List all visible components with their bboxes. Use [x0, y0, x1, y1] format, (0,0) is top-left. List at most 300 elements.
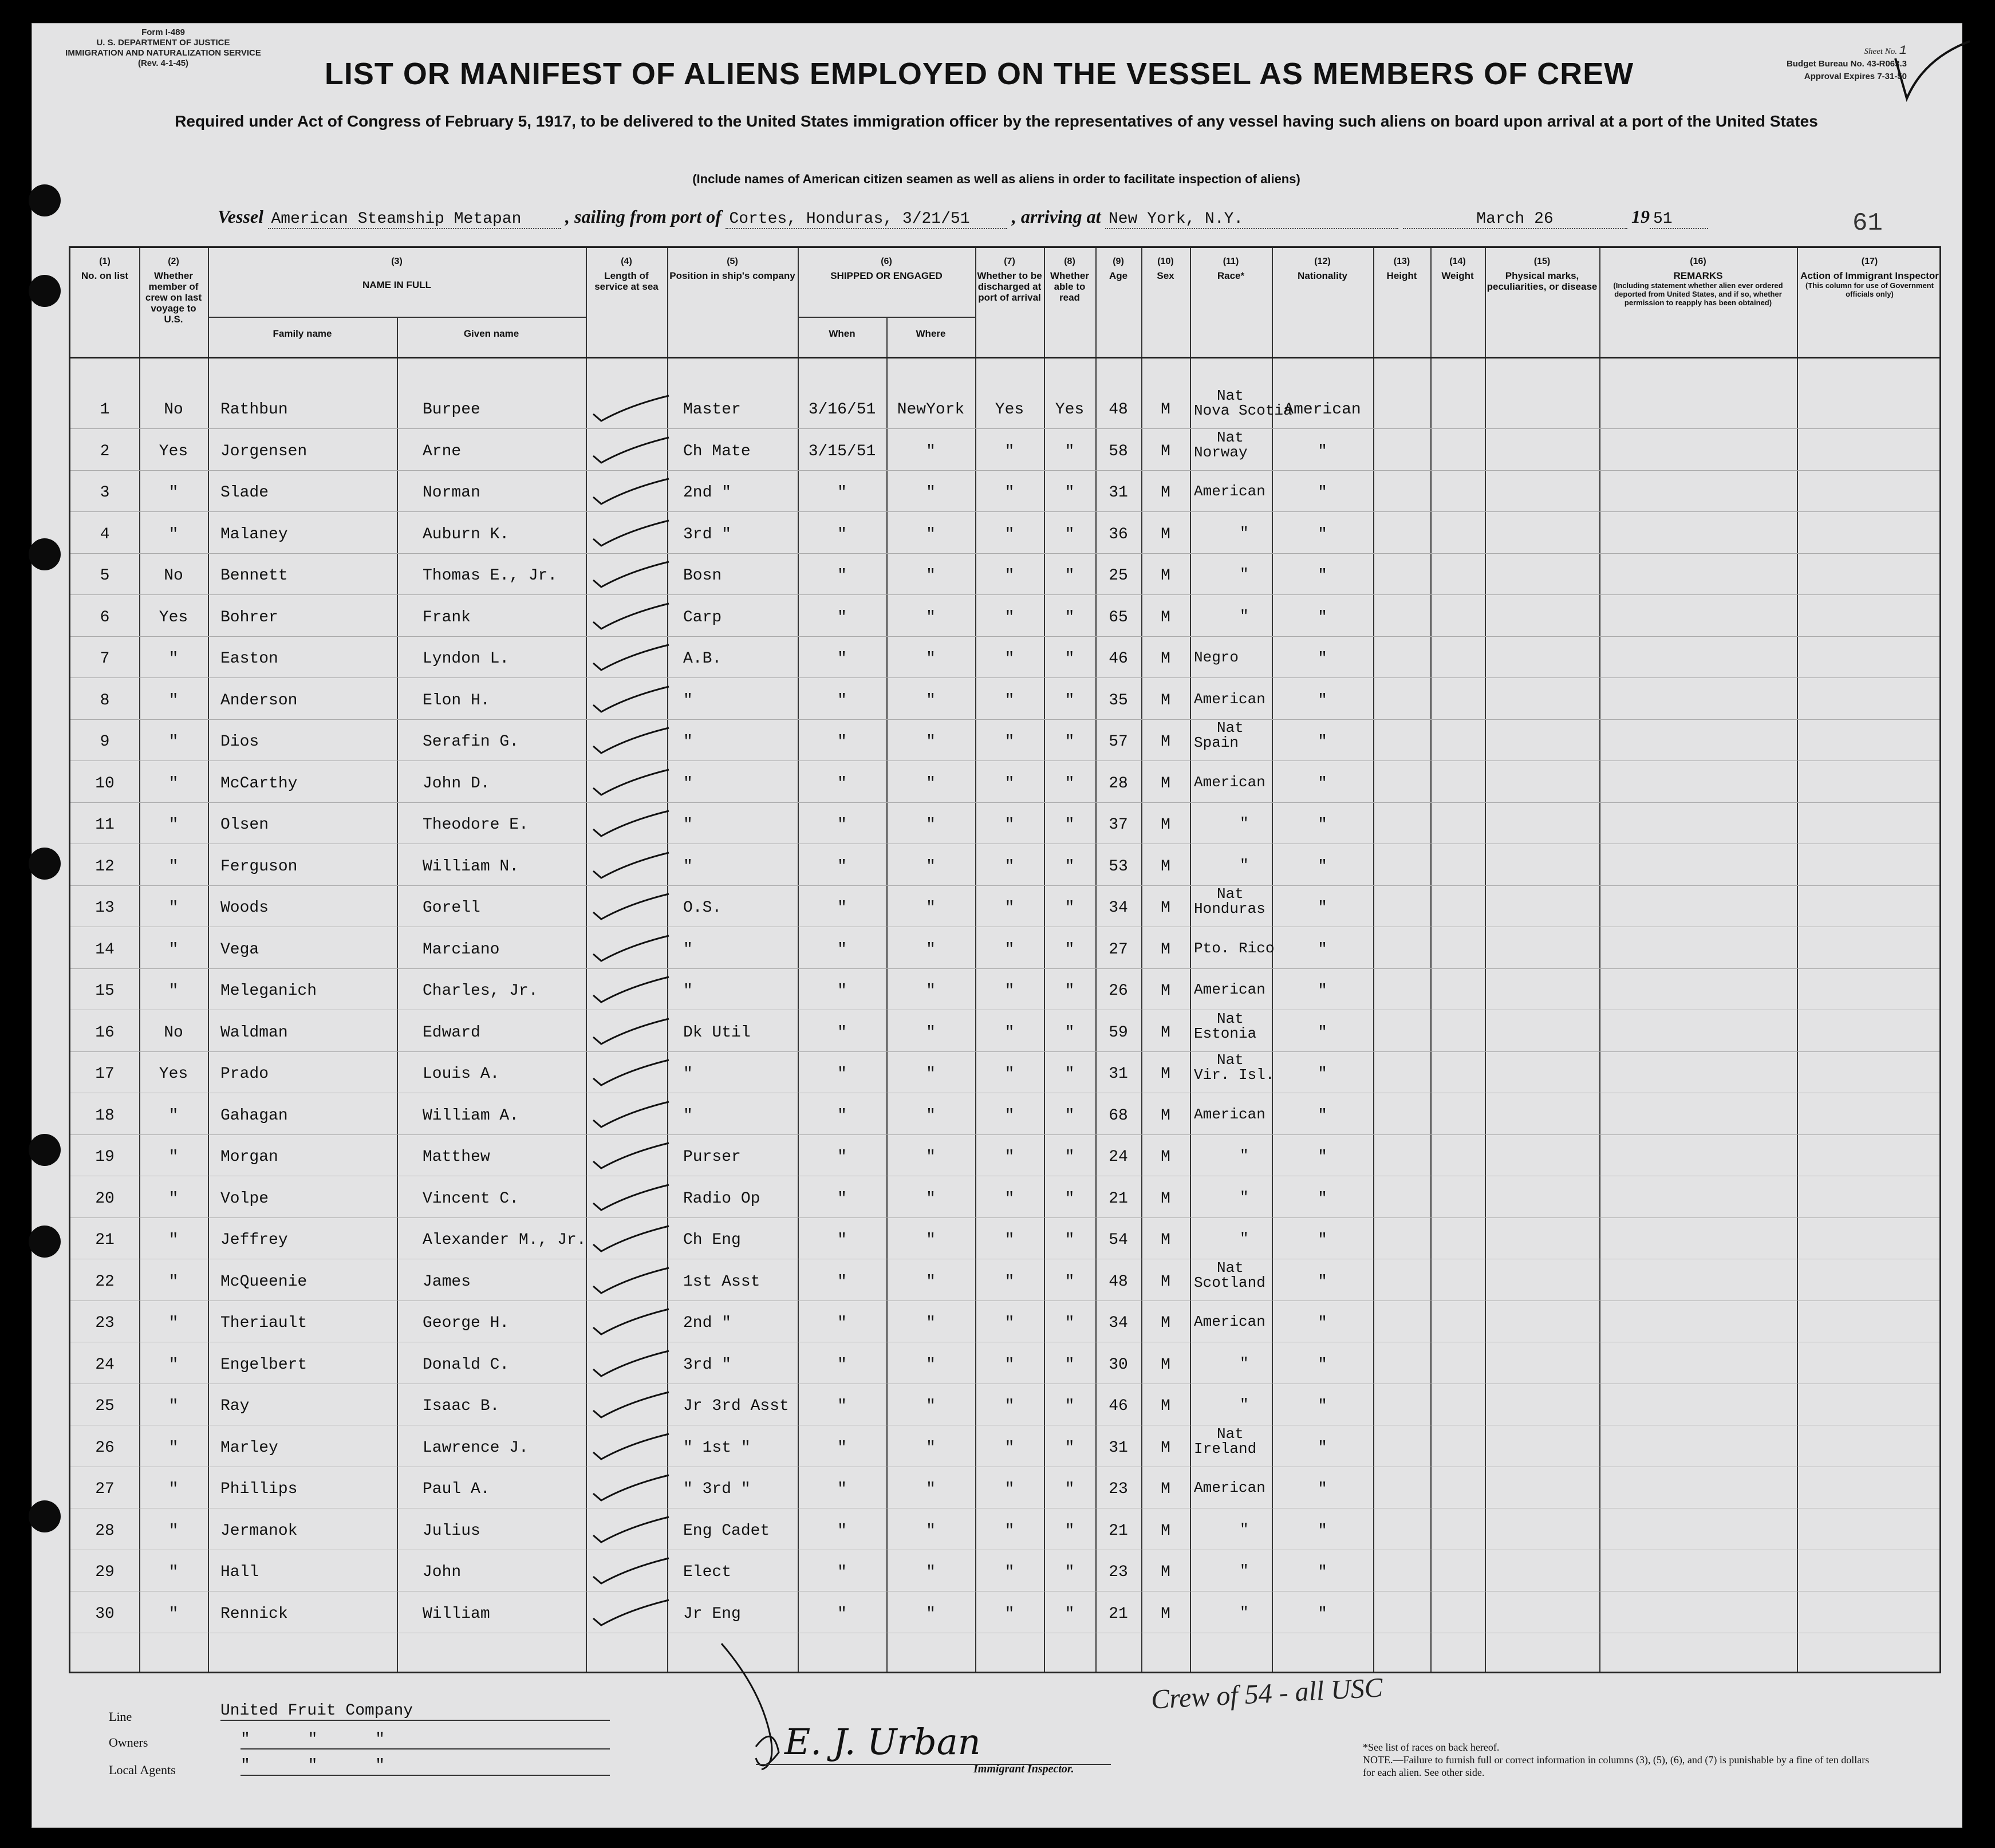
- cell-nat: ": [1318, 1106, 1327, 1125]
- note-text: —Failure to furnish full or correct information in columns (3), (5), (6), and (7) is punishable by a fine of ten dollars for each alien. See other side.: [1363, 1754, 1870, 1778]
- cell-when: ": [837, 1314, 847, 1332]
- inspector-label: Immigrant Inspector.: [973, 1763, 1074, 1775]
- race-line-2: ": [1240, 815, 1249, 832]
- local-agents-label: Local Agents: [109, 1763, 176, 1777]
- cell-when: ": [837, 1522, 847, 1540]
- cell-read: ": [1064, 1522, 1075, 1540]
- cell-sex: M: [1161, 1106, 1170, 1125]
- cell-sex: M: [1161, 691, 1170, 710]
- cell-nat: ": [1318, 1397, 1327, 1415]
- table-row: [70, 430, 1939, 471]
- cell-race: [1194, 1148, 1274, 1163]
- cell-age: 24: [1109, 1148, 1128, 1166]
- service-check-icon: [589, 1595, 675, 1630]
- cell-age: 31: [1109, 484, 1128, 502]
- cell-given: Theodore E.: [423, 816, 529, 834]
- cell-given: Edward: [423, 1023, 480, 1042]
- cell-where: ": [926, 1356, 936, 1374]
- cell-family: Easton: [220, 650, 278, 668]
- cell-when: ": [837, 1231, 847, 1249]
- budget-number: Budget Bureau No. 43-R063.3: [1786, 59, 1907, 69]
- cell-where: ": [926, 1439, 936, 1457]
- header-age: (9) Age: [1109, 257, 1128, 281]
- cell-sex: M: [1161, 1480, 1170, 1498]
- cell-given: Thomas E., Jr.: [423, 567, 558, 585]
- cell-read: ": [1064, 1314, 1075, 1332]
- owners-label: Owners: [109, 1735, 148, 1750]
- race-line-2: ": [1240, 1603, 1249, 1621]
- cell-age: 46: [1109, 650, 1128, 668]
- cell-sex: M: [1161, 650, 1170, 668]
- race-line-2: American: [1194, 1313, 1265, 1330]
- race-line-2: Norway: [1194, 443, 1248, 461]
- cell-race: [1194, 1314, 1274, 1329]
- cell-read: ": [1064, 982, 1075, 1000]
- cell-no: 30: [95, 1605, 115, 1623]
- cell-race: [1194, 526, 1274, 541]
- cell-age: 28: [1109, 774, 1128, 793]
- approval-date: Approval Expires 7-31-50: [1804, 72, 1907, 81]
- cell-prev: ": [168, 1356, 179, 1374]
- cell-given: William: [423, 1605, 490, 1623]
- voyage-line: [218, 206, 1708, 237]
- cell-race: [1194, 1260, 1274, 1290]
- cell-disch: ": [1004, 650, 1015, 668]
- cell-disch: ": [1004, 442, 1015, 460]
- cell-where: ": [926, 857, 936, 876]
- cell-disch: ": [1004, 1439, 1015, 1457]
- cell-race: [1194, 692, 1274, 707]
- cell-no: 11: [95, 816, 115, 834]
- cell-pos: 2nd ": [683, 1314, 732, 1332]
- cell-pos: Eng Cadet: [683, 1522, 770, 1540]
- race-line-2: ": [1240, 856, 1249, 874]
- service-check-icon: [589, 1055, 675, 1090]
- table-row: [70, 637, 1939, 679]
- table-row: [70, 1260, 1939, 1302]
- cell-nat: ": [1318, 691, 1327, 710]
- cell-read: ": [1064, 1023, 1075, 1042]
- table-row: [70, 596, 1939, 637]
- race-line-2: Spain: [1194, 734, 1239, 751]
- table-row: [70, 1219, 1939, 1260]
- vessel-name: American Steamship Metapan: [268, 210, 561, 229]
- service-check-icon: [589, 1554, 675, 1588]
- cell-where: ": [926, 1148, 936, 1166]
- cell-prev: ": [168, 1397, 179, 1415]
- cell-no: 8: [100, 691, 110, 710]
- binder-hole: [29, 1134, 61, 1166]
- table-row: [70, 1385, 1939, 1426]
- cell-age: 21: [1109, 1189, 1128, 1208]
- cell-disch: ": [1004, 567, 1015, 585]
- cell-pos: Dk Util: [683, 1023, 751, 1042]
- table-row: [70, 886, 1939, 928]
- cell-pos: 3rd ": [683, 1356, 732, 1374]
- cell-given: Frank: [423, 608, 471, 626]
- cell-race: [1194, 609, 1274, 624]
- cell-prev: ": [168, 484, 179, 502]
- cell-pos: O.S.: [683, 899, 722, 917]
- cell-nat: ": [1318, 899, 1327, 917]
- cell-disch: ": [1004, 1148, 1015, 1166]
- cell-read: ": [1064, 774, 1075, 793]
- binder-hole: [29, 275, 61, 307]
- cell-read: ": [1064, 940, 1075, 959]
- cell-when: ": [837, 1563, 847, 1581]
- cell-given: Arne: [423, 442, 462, 460]
- cell-prev: ": [168, 1189, 179, 1208]
- cell-read: ": [1064, 1397, 1075, 1415]
- cell-read: ": [1064, 691, 1075, 710]
- cell-when: ": [837, 567, 847, 585]
- cell-where: ": [926, 1397, 936, 1415]
- cell-family: Ray: [220, 1397, 250, 1415]
- cell-when: 3/16/51: [808, 401, 876, 419]
- table-row: [70, 679, 1939, 720]
- cell-race: [1194, 775, 1274, 790]
- service-check-icon: [589, 765, 675, 799]
- cell-family: Slade: [220, 484, 269, 502]
- cell-sex: M: [1161, 1356, 1170, 1374]
- form-id-line: IMMIGRATION AND NATURALIZATION SERVICE: [65, 48, 261, 58]
- cell-family: Marley: [220, 1439, 278, 1457]
- cell-nat: ": [1318, 442, 1327, 460]
- race-line-2: ": [1240, 1354, 1249, 1372]
- race-line-2: ": [1240, 1396, 1249, 1413]
- binder-hole: [29, 538, 61, 570]
- cell-age: 37: [1109, 816, 1128, 834]
- cell-nat: ": [1318, 1605, 1327, 1623]
- cell-given: John: [423, 1563, 462, 1581]
- cell-no: 2: [100, 442, 110, 460]
- arrival-year: 51: [1650, 210, 1708, 229]
- cell-prev: Yes: [159, 608, 188, 626]
- cell-no: 29: [95, 1563, 115, 1581]
- cell-prev: ": [168, 691, 179, 710]
- cell-no: 5: [100, 567, 110, 585]
- cell-read: ": [1064, 1439, 1075, 1457]
- cell-sex: M: [1161, 1563, 1170, 1581]
- binder-hole: [29, 1500, 61, 1532]
- cell-pos: 2nd ": [683, 484, 732, 502]
- cell-age: 58: [1109, 442, 1128, 460]
- service-check-icon: [589, 848, 675, 882]
- cell-no: 25: [95, 1397, 115, 1415]
- cell-pos: Ch Eng: [683, 1231, 741, 1249]
- race-line-2: Honduras: [1194, 900, 1265, 917]
- cell-nat: ": [1318, 816, 1327, 834]
- cell-where: ": [926, 525, 936, 543]
- cell-race: [1194, 1190, 1274, 1205]
- header-last-voyage: (2) Whether member of crew on last voyage to U.S.: [145, 257, 202, 325]
- cell-age: 21: [1109, 1605, 1128, 1623]
- cell-when: ": [837, 816, 847, 834]
- cell-where: ": [926, 1314, 936, 1332]
- service-check-icon: [589, 1222, 675, 1256]
- cell-no: 20: [95, 1189, 115, 1208]
- line-label: Line: [109, 1709, 132, 1724]
- sheet-number: 1: [1899, 44, 1907, 58]
- cell-nat: ": [1318, 1480, 1327, 1498]
- cell-given: Marciano: [423, 940, 500, 959]
- cell-family: Theriault: [220, 1314, 307, 1332]
- owners-value: " " ": [240, 1731, 610, 1750]
- cell-nat: ": [1318, 733, 1327, 751]
- cell-race: [1194, 941, 1274, 956]
- race-line-2: ": [1240, 566, 1249, 583]
- cell-prev: Yes: [159, 442, 188, 460]
- cell-age: 57: [1109, 733, 1128, 751]
- binder-hole: [29, 848, 61, 880]
- header-shipped-engaged: (6) SHIPPED OR ENGAGED: [830, 257, 943, 281]
- cell-given: Auburn K.: [423, 525, 510, 543]
- cell-family: Hall: [220, 1563, 259, 1581]
- cell-prev: ": [168, 1605, 179, 1623]
- cell-pos: ": [683, 733, 693, 751]
- cell-when: ": [837, 525, 847, 543]
- header-where: Where: [916, 328, 946, 339]
- cell-family: Rathbun: [220, 401, 288, 419]
- cell-when: ": [837, 733, 847, 751]
- sheet-label: Sheet No.: [1864, 47, 1898, 56]
- cell-age: 26: [1109, 982, 1128, 1000]
- cell-pos: ": [683, 857, 693, 876]
- service-check-icon: [589, 1014, 675, 1049]
- cell-disch: ": [1004, 1231, 1015, 1249]
- cell-given: John D.: [423, 774, 490, 793]
- cell-read: ": [1064, 1356, 1075, 1374]
- cell-disch: Yes: [995, 401, 1024, 419]
- cell-nat: ": [1318, 650, 1327, 668]
- cell-nat: ": [1318, 1023, 1327, 1042]
- cell-given: Isaac B.: [423, 1397, 500, 1415]
- form-id-line: U. S. DEPARTMENT OF JUSTICE: [96, 38, 230, 48]
- cell-where: ": [926, 1605, 936, 1623]
- cell-family: Rennick: [220, 1605, 288, 1623]
- cell-where: ": [926, 484, 936, 502]
- footnote: [1363, 1741, 1878, 1779]
- cell-disch: ": [1004, 484, 1015, 502]
- cell-race: [1194, 1397, 1274, 1412]
- cell-disch: ": [1004, 1272, 1015, 1291]
- cell-where: ": [926, 608, 936, 626]
- form-id-line: Form I-489: [141, 27, 185, 37]
- cell-when: ": [837, 1148, 847, 1166]
- cell-where: ": [926, 1480, 936, 1498]
- cell-age: 34: [1109, 899, 1128, 917]
- cell-where: ": [926, 940, 936, 959]
- cell-when: ": [837, 899, 847, 917]
- cell-family: Ferguson: [220, 857, 298, 876]
- cell-where: NewYork: [897, 401, 965, 419]
- cell-pos: Radio Op: [683, 1189, 760, 1208]
- cell-when: ": [837, 1189, 847, 1208]
- service-check-icon: [589, 1097, 675, 1132]
- cell-nat: ": [1318, 1148, 1327, 1166]
- cell-family: Anderson: [220, 691, 298, 710]
- table-row: [70, 1136, 1939, 1177]
- cell-sex: M: [1161, 899, 1170, 917]
- service-check-icon: [589, 1471, 675, 1505]
- vessel-label: Vessel: [218, 206, 263, 227]
- requirement-text: Required under Act of Congress of February 5, 1917, to be delivered to the United States immigration officer by the representatives of any vessel having such aliens on board upon arrival at a port of the United States: [175, 112, 1818, 130]
- cell-where: ": [926, 1272, 936, 1291]
- cell-no: 3: [100, 484, 110, 502]
- table-row: [70, 803, 1939, 845]
- cell-sex: M: [1161, 1148, 1170, 1166]
- crew-table: [69, 246, 1941, 1673]
- cell-nat: ": [1318, 982, 1327, 1000]
- cell-sex: M: [1161, 1023, 1170, 1042]
- cell-prev: ": [168, 774, 179, 793]
- cell-family: Woods: [220, 899, 269, 917]
- cell-disch: ": [1004, 940, 1015, 959]
- cell-where: ": [926, 1522, 936, 1540]
- cell-age: 31: [1109, 1065, 1128, 1083]
- cell-read: ": [1064, 608, 1075, 626]
- cell-given: Elon H.: [423, 691, 490, 710]
- cell-race: [1194, 1563, 1274, 1578]
- cell-where: ": [926, 733, 936, 751]
- race-line-2: American: [1194, 1479, 1265, 1496]
- cell-race: [1194, 1356, 1274, 1371]
- cell-prev: ": [168, 940, 179, 959]
- cell-race: [1194, 430, 1274, 460]
- cell-pos: Ch Mate: [683, 442, 751, 460]
- note-label: NOTE.: [1363, 1754, 1393, 1766]
- include-note: (Include names of American citizen seamen as well as aliens in order to facilitate inspection of aliens): [692, 172, 1300, 186]
- service-check-icon: [589, 557, 675, 592]
- cell-family: Malaney: [220, 525, 288, 543]
- cell-given: William A.: [423, 1106, 519, 1125]
- cell-when: ": [837, 1480, 847, 1498]
- cell-nat: ": [1318, 940, 1327, 959]
- cell-read: ": [1064, 816, 1075, 834]
- table-row: [70, 1510, 1939, 1551]
- cell-nat: ": [1318, 857, 1327, 876]
- race-line-2: American: [1194, 690, 1265, 708]
- cell-race: [1194, 816, 1274, 831]
- cell-pos: Elect: [683, 1563, 732, 1581]
- cell-pos: ": [683, 774, 693, 793]
- cell-prev: ": [168, 982, 179, 1000]
- cell-disch: ": [1004, 691, 1015, 710]
- inspector-signature: E. J. Urban: [784, 1721, 981, 1763]
- cell-prev: ": [168, 1314, 179, 1332]
- cell-prev: ": [168, 1231, 179, 1249]
- cell-nat: ": [1318, 1065, 1327, 1083]
- cell-pos: ": [683, 1065, 693, 1083]
- cell-race: [1194, 1053, 1274, 1082]
- cell-no: 27: [95, 1480, 115, 1498]
- cell-family: Dios: [220, 733, 259, 751]
- cell-sex: M: [1161, 1397, 1170, 1415]
- handwritten-crew-note: Crew of 54 - all USC: [1150, 1672, 1384, 1715]
- cell-disch: ": [1004, 1605, 1015, 1623]
- cell-no: 6: [100, 608, 110, 626]
- cell-sex: M: [1161, 442, 1170, 460]
- cell-pos: 3rd ": [683, 525, 732, 543]
- check-mark-icon: [1890, 36, 1976, 104]
- race-line-1: Nat: [1217, 387, 1244, 404]
- cell-age: 36: [1109, 525, 1128, 543]
- table-row: [70, 1593, 1939, 1634]
- header-no-on-list: (1) No. on list: [81, 257, 129, 281]
- header-height: (13) Height: [1386, 257, 1417, 281]
- sailing-port: Cortes, Honduras, 3/21/51: [726, 210, 1007, 229]
- service-check-icon: [589, 806, 675, 841]
- race-line-2: ": [1240, 1562, 1249, 1579]
- cell-sex: M: [1161, 608, 1170, 626]
- header-given-name: Given name: [463, 328, 519, 339]
- cell-race: [1194, 1231, 1274, 1246]
- cell-sex: M: [1161, 733, 1170, 751]
- cell-age: 23: [1109, 1563, 1128, 1581]
- cell-prev: ": [168, 1522, 179, 1540]
- cell-age: 31: [1109, 1439, 1128, 1457]
- cell-prev: ": [168, 650, 179, 668]
- cell-when: ": [837, 857, 847, 876]
- cell-family: Gahagan: [220, 1106, 288, 1125]
- cell-given: Louis A.: [423, 1065, 500, 1083]
- race-line-2: American: [1194, 483, 1265, 500]
- cell-pos: Jr Eng: [683, 1605, 741, 1623]
- cell-pos: Carp: [683, 608, 722, 626]
- cell-no: 7: [100, 650, 110, 668]
- cell-when: ": [837, 608, 847, 626]
- table-row: [70, 1011, 1939, 1053]
- cell-nat: ": [1318, 1314, 1327, 1332]
- cell-when: ": [837, 484, 847, 502]
- table-row: [70, 970, 1939, 1011]
- cell-given: Alexander M., Jr.: [423, 1231, 586, 1249]
- cell-age: 35: [1109, 691, 1128, 710]
- cell-no: 19: [95, 1148, 115, 1166]
- service-check-icon: [589, 1305, 675, 1339]
- cell-where: ": [926, 442, 936, 460]
- arriving-label: , arriving at: [1011, 206, 1101, 227]
- table-row: [70, 1177, 1939, 1219]
- table-row: [70, 928, 1939, 970]
- cell-family: Morgan: [220, 1148, 278, 1166]
- cell-prev: ": [168, 733, 179, 751]
- header-physical-marks: (15) Physical marks, peculiarities, or disease: [1487, 257, 1598, 292]
- cell-given: Vincent C.: [423, 1189, 519, 1208]
- cell-race: [1194, 1107, 1274, 1122]
- cell-race: [1194, 650, 1274, 665]
- service-check-icon: [589, 433, 675, 467]
- local-agents-value: " " ": [240, 1757, 610, 1776]
- cell-family: Phillips: [220, 1480, 298, 1498]
- cell-read: ": [1064, 1480, 1075, 1498]
- cell-family: Olsen: [220, 816, 269, 834]
- cell-sex: M: [1161, 484, 1170, 502]
- header-sex: (10) Sex: [1157, 257, 1174, 281]
- race-line-1: Nat: [1217, 428, 1244, 446]
- cell-no: 26: [95, 1439, 115, 1457]
- cell-given: Lyndon L.: [423, 650, 510, 668]
- cell-pos: Purser: [683, 1148, 741, 1166]
- table-row: [70, 720, 1939, 762]
- cell-disch: ": [1004, 1480, 1015, 1498]
- cell-race: [1194, 886, 1274, 916]
- cell-race: [1194, 1480, 1274, 1495]
- race-line-1: Nat: [1217, 719, 1244, 736]
- cell-pos: ": [683, 982, 693, 1000]
- cell-read: ": [1064, 1065, 1075, 1083]
- cell-sex: M: [1161, 940, 1170, 959]
